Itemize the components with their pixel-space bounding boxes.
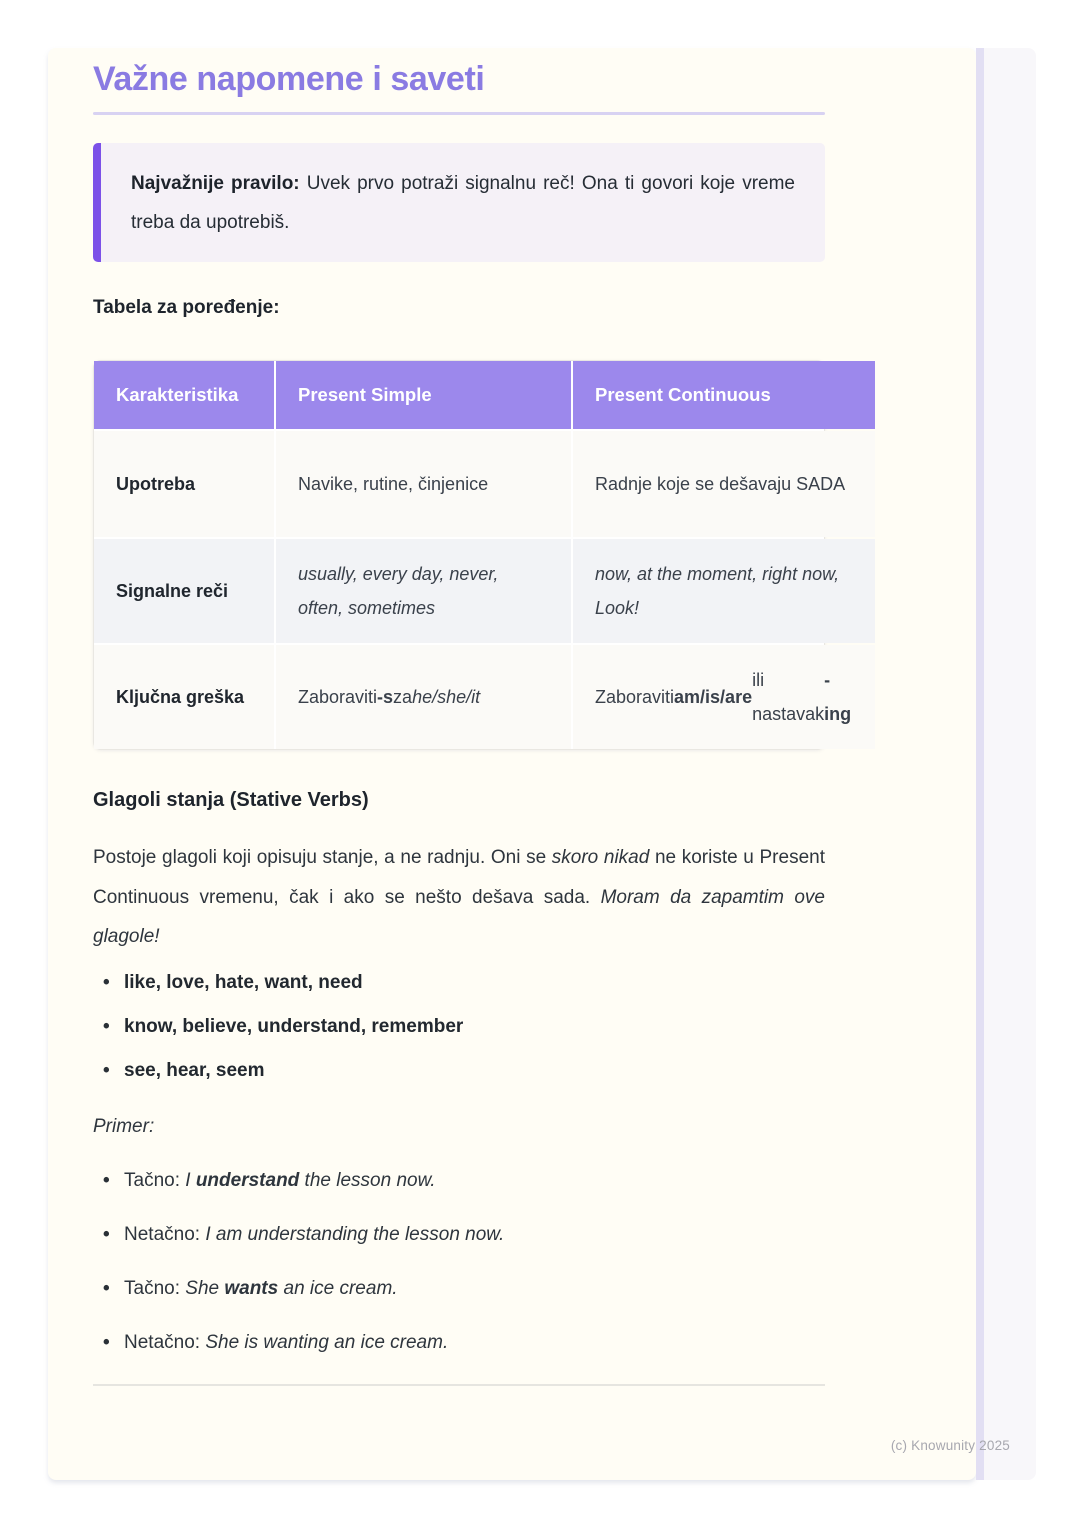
verb-list-item: • like, love, hate, want, need bbox=[93, 970, 825, 996]
example-item-incorrect-1: • Netačno: I am understanding the lesson now. bbox=[93, 1222, 825, 1248]
copyright-text: (c) Knowunity 2025 bbox=[890, 1438, 1010, 1453]
example-item-correct-1: • Tačno: I understand the lesson now. bbox=[93, 1168, 825, 1194]
callout-text: Najvažnije pravilo: Uvek prvo potraži signalnu reč! Ona ti govori koje vreme treba da upotrebiš. bbox=[131, 173, 795, 233]
primer-label: Primer: bbox=[93, 1115, 155, 1137]
verb-list-item: • know, believe, understand, remember bbox=[93, 1014, 825, 1040]
table-header-present-simple: Present Simple bbox=[276, 361, 571, 429]
table-row-kljucna-greska-label: Ključna greška bbox=[94, 645, 274, 749]
table-section-heading: Tabela za poređenje: bbox=[93, 297, 280, 318]
page-gap-strip bbox=[976, 48, 984, 1480]
comparison-table bbox=[93, 360, 852, 750]
important-rule-callout bbox=[93, 143, 825, 262]
document-page bbox=[48, 48, 976, 1480]
example-list bbox=[93, 1168, 825, 1356]
example-item-correct-2: • Tačno: She wants an ice cream. bbox=[93, 1276, 825, 1302]
table-cell-greska-simple: Zaboraviti -s za he/she/it bbox=[276, 645, 571, 749]
page-title: Važne napomene i saveti bbox=[93, 60, 485, 98]
title-underline bbox=[93, 112, 825, 115]
next-page-preview bbox=[984, 48, 1036, 1480]
table-cell-greska-continuous: Zaboraviti am/is/are ili nastavak -ing bbox=[573, 645, 875, 749]
table-cell-upotreba-simple: Navike, rutine, činjenice bbox=[276, 431, 571, 537]
bottom-divider bbox=[93, 1384, 825, 1386]
table-header-karakteristika: Karakteristika bbox=[94, 361, 274, 429]
table-cell-signalne-simple: usually, every day, never, often, sometimes bbox=[276, 539, 571, 643]
table-header-present-continuous: Present Continuous bbox=[573, 361, 875, 429]
table-row-signalne-reci-label: Signalne reči bbox=[94, 539, 274, 643]
verb-list-item: • see, hear, seem bbox=[93, 1058, 825, 1084]
stative-verbs-heading: Glagoli stanja (Stative Verbs) bbox=[93, 789, 369, 811]
example-item-incorrect-2: • Netačno: She is wanting an ice cream. bbox=[93, 1330, 825, 1356]
stative-verb-list bbox=[93, 970, 825, 1084]
table-row-upotreba-label: Upotreba bbox=[94, 431, 274, 537]
table-cell-signalne-continuous: now, at the moment, right now, Look! bbox=[573, 539, 875, 643]
stative-paragraph: Postoje glagoli koji opisuju stanje, a ne radnju. Oni se skoro nikad ne koriste u Present Continuous vremenu, čak i ako se nešto dešava sada. Moram da zapamtim ove glagole! bbox=[93, 847, 825, 947]
table-cell-upotreba-continuous: Radnje koje se dešavaju SADA bbox=[573, 431, 875, 537]
